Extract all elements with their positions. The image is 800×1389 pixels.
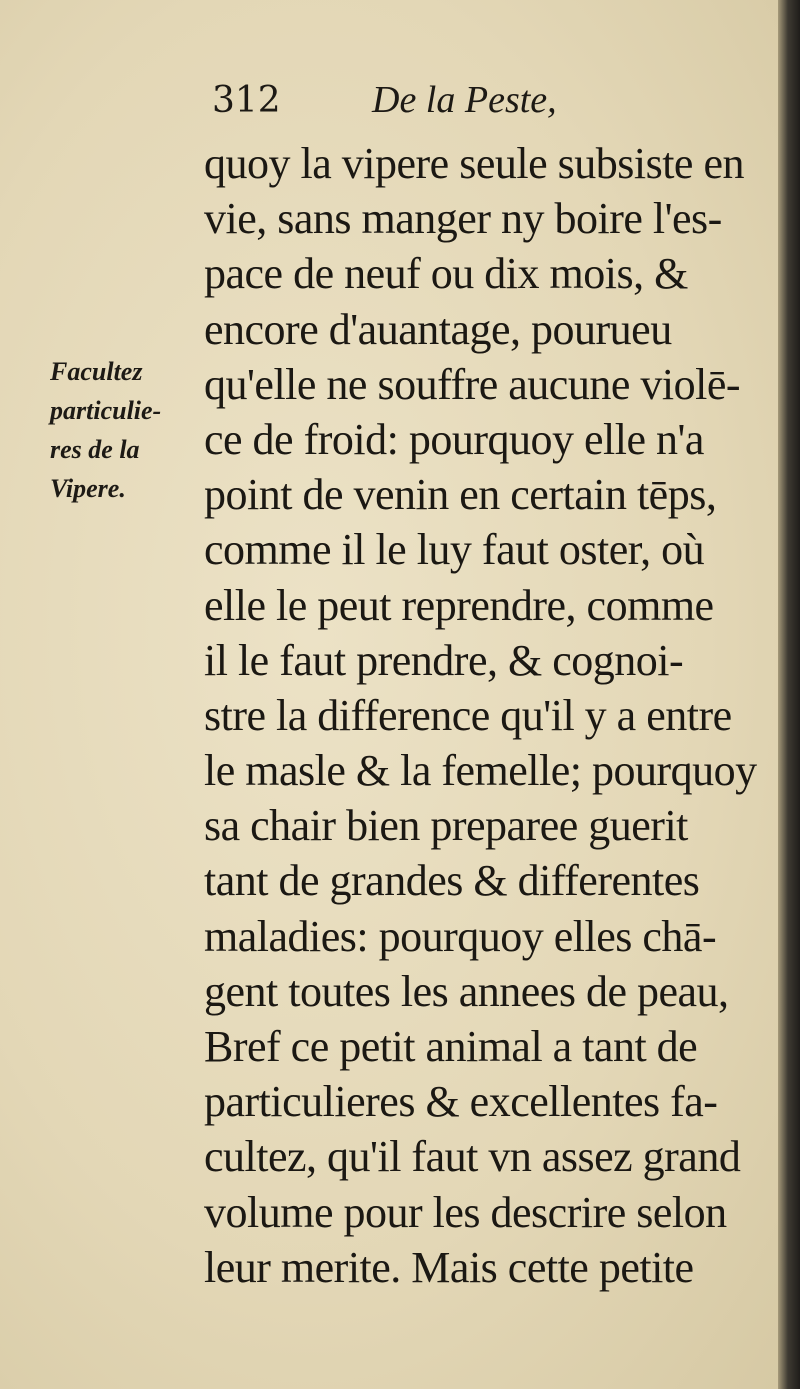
- text-line: gent toutes les annees de peau,: [204, 966, 729, 1016]
- text-line: qu'elle ne souffre aucune violē-: [204, 359, 740, 409]
- page-header: [212, 78, 632, 128]
- body-text: [204, 136, 764, 1295]
- text-line: volume pour les descrire selon: [204, 1187, 727, 1237]
- text-line: Bref ce petit animal a tant de: [204, 1022, 698, 1071]
- text-line: vie, sans manger ny boire l'es-: [204, 194, 722, 244]
- text-line: quoy la vipere seule subsiste en: [204, 139, 744, 188]
- text-line: leur merite. Mais cette petite: [204, 1242, 694, 1292]
- text-line: il le faut prendre, & cognoi-: [204, 635, 684, 685]
- margin-note-line: particulie-: [50, 396, 162, 425]
- text-line: stre la difference qu'il y a entre: [204, 690, 732, 740]
- text-line: cultez, qu'il faut vn assez grand: [204, 1132, 741, 1182]
- margin-note-line: Vipere.: [50, 474, 126, 503]
- binding-edge: [778, 0, 800, 1389]
- text-line: point de venin en certain tēps,: [204, 470, 717, 520]
- margin-note-line: res de la: [50, 435, 140, 464]
- page-number: 312: [212, 80, 281, 121]
- text-line: elle le peut reprendre, comme: [204, 580, 714, 630]
- text-line: pace de neuf ou dix mois, &: [204, 249, 688, 299]
- text-line: ce de froid: pourquoy elle n'a: [204, 414, 704, 464]
- running-title: De la Peste,: [372, 79, 557, 121]
- text-line: sa chair bien preparee guerit: [204, 801, 688, 851]
- margin-note-line: Facultez: [50, 357, 143, 386]
- text-line: tant de grandes & differentes: [204, 856, 700, 906]
- text-line: comme il le luy faut oster, où: [204, 525, 705, 575]
- text-line: particulieres & excellentes fa-: [204, 1077, 718, 1127]
- text-line: maladies: pourquoy elles chā-: [204, 911, 717, 961]
- margin-note: [50, 352, 200, 508]
- text-line: le masle & la femelle; pourquoy: [204, 746, 757, 796]
- text-line: encore d'auantage, pourueu: [204, 304, 672, 354]
